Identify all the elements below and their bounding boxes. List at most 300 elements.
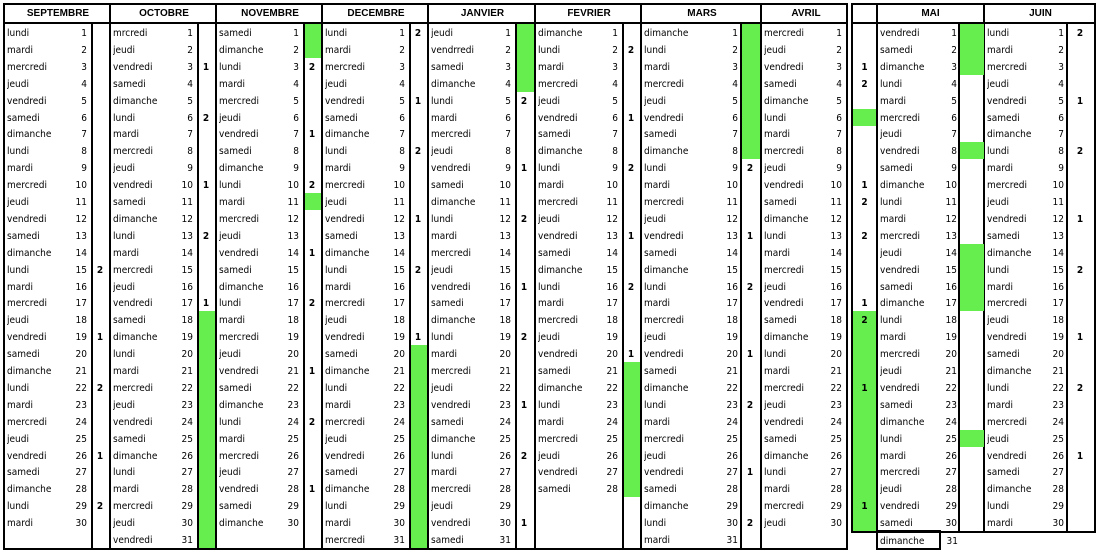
day-name: lundi	[325, 146, 348, 158]
day-number: 27	[393, 467, 405, 479]
day-number: 5	[293, 95, 299, 107]
day-name: mardi	[880, 450, 907, 462]
day-name: samedi	[644, 366, 677, 377]
highlight-cell-left	[853, 514, 876, 531]
day-name: vendrredi	[431, 44, 475, 56]
day-name: mercredi	[219, 213, 259, 225]
day-number: 18	[830, 315, 842, 327]
highlight-cell	[742, 125, 762, 142]
session-count: 2	[96, 382, 104, 394]
session-count: 1	[308, 366, 316, 377]
day-name: mercredi	[644, 78, 684, 90]
day-name: mercredi	[7, 298, 47, 310]
day-name: dimanche	[880, 180, 925, 192]
day-number: 17	[726, 298, 738, 310]
day-name: vendredi	[431, 399, 471, 411]
day-name: mercredi	[325, 180, 365, 192]
day-name: samedi	[764, 433, 797, 445]
day-number: 29	[499, 501, 511, 513]
day-name: dimanche	[644, 264, 689, 276]
highlight-cell	[742, 75, 762, 92]
day-number: 7	[293, 129, 299, 141]
day-name: mardi	[325, 163, 352, 175]
day-name: vendredi	[219, 129, 259, 141]
day-name: samedi	[644, 484, 677, 496]
day-name: samedi	[431, 416, 464, 428]
day-number: 29	[1052, 501, 1064, 513]
day-name: mardi	[880, 213, 907, 225]
day-number: 2	[732, 44, 738, 56]
day-name: dimanche	[7, 366, 52, 377]
day-number: 13	[606, 230, 618, 242]
day-name: samedi	[431, 535, 464, 546]
day-number: 23	[1052, 399, 1064, 411]
session-count: 1	[520, 281, 528, 293]
day-name: vendredi	[987, 450, 1027, 462]
day-name: samedi	[113, 433, 146, 445]
day-number: 1	[1058, 28, 1064, 39]
day-number: 3	[951, 61, 957, 73]
day-number: 18	[606, 315, 618, 327]
day-number: 22	[181, 382, 193, 394]
day-number: 13	[726, 230, 738, 242]
day-number: 9	[81, 163, 87, 175]
day-name: samedi	[325, 112, 358, 124]
day-name: vendredi	[219, 484, 259, 496]
day-number: 5	[836, 95, 842, 107]
day-number: 27	[287, 467, 299, 479]
day-name: vendredi	[644, 467, 684, 479]
session-count: 2	[414, 28, 422, 39]
day-name: samedi	[7, 349, 40, 361]
highlight-cell	[960, 142, 984, 159]
month-divider	[534, 3, 536, 550]
month-divider	[109, 3, 111, 550]
day-name: dimanche	[7, 247, 52, 259]
session-count: 2	[520, 213, 528, 225]
day-number: 27	[830, 467, 842, 479]
day-name: jeudi	[644, 332, 666, 344]
day-number: 28	[499, 484, 511, 496]
day-number: 14	[606, 247, 618, 259]
session-count: 1	[202, 61, 210, 73]
day-name: samedi	[880, 44, 913, 56]
day-name: vendredi	[880, 28, 920, 39]
day-number: 24	[1052, 416, 1064, 428]
session-count: 1	[414, 213, 422, 225]
day-number: 30	[181, 518, 193, 530]
day-name: vendredi	[325, 213, 365, 225]
day-number: 6	[505, 112, 511, 124]
day-name: mardi	[644, 61, 671, 73]
day-name: jeudi	[325, 315, 347, 327]
day-number: 20	[945, 349, 957, 361]
day-number: 12	[726, 213, 738, 225]
day-name: vendredi	[538, 112, 578, 124]
day-name: mercredi	[987, 416, 1027, 428]
day-name: jeudi	[219, 112, 241, 124]
day-name: jeudi	[431, 146, 453, 158]
session-count: 2	[414, 264, 422, 276]
session-count: 1	[520, 163, 528, 175]
session-count: 1	[96, 332, 104, 344]
day-number: 19	[75, 332, 87, 344]
day-number: 29	[726, 501, 738, 513]
day-number: 1	[732, 28, 738, 39]
day-name: dimanche	[219, 163, 264, 175]
day-number: 22	[726, 382, 738, 394]
day-number: 8	[399, 146, 405, 158]
day-number: 11	[75, 197, 87, 208]
day-number: 22	[945, 382, 957, 394]
highlight-cell-left	[853, 345, 876, 362]
day-name: jeudi	[431, 28, 453, 39]
day-number: 13	[181, 230, 193, 242]
day-name: jeudi	[764, 518, 786, 530]
highlight-cell	[960, 430, 984, 447]
day-number: 26	[393, 450, 405, 462]
mai-count: 1	[861, 382, 868, 394]
day-name: dimanche	[7, 484, 52, 496]
day-number: 14	[830, 247, 842, 259]
day-number: 4	[951, 78, 957, 90]
day-number: 27	[1052, 467, 1064, 479]
day-name: jeudi	[7, 315, 29, 327]
day-number: 26	[287, 450, 299, 462]
day-name: mercredi	[764, 28, 804, 39]
day-name: samedi	[219, 146, 252, 158]
day-name: vendredi	[7, 95, 47, 107]
session-count: 1	[414, 332, 422, 344]
day-number: 3	[399, 61, 405, 73]
day-name: vendredi	[7, 450, 47, 462]
day-number: 4	[612, 78, 618, 90]
day-name: samedi	[219, 28, 252, 39]
day-number: 2	[81, 44, 87, 56]
day-number: 31	[946, 536, 958, 547]
day-number: 1	[836, 28, 842, 39]
day-number: 17	[1052, 298, 1064, 310]
session-count: 2	[202, 112, 210, 124]
day-number: 28	[287, 484, 299, 496]
day-name: mercredi	[7, 416, 47, 428]
day-number: 25	[945, 433, 957, 445]
day-name: samedi	[325, 230, 358, 242]
day-name: samedi	[880, 281, 913, 293]
day-name: jeudi	[538, 332, 560, 344]
day-name: jeudi	[431, 501, 453, 513]
day-number: 25	[287, 433, 299, 445]
day-name: dimanche	[644, 501, 689, 513]
day-name: dimanche	[538, 264, 583, 276]
day-number: 11	[393, 197, 405, 208]
day-name: mercredi	[987, 61, 1027, 73]
day-number: 25	[75, 433, 87, 445]
day-name: samedi	[764, 197, 797, 208]
day-number: 4	[399, 78, 405, 90]
day-name: lundi	[431, 332, 454, 344]
header-divider-left	[3, 22, 848, 24]
day-number: 28	[606, 484, 618, 496]
day-name: lundi	[113, 112, 136, 124]
day-name: mercredi	[431, 484, 471, 496]
day-name: mardi	[219, 433, 246, 445]
day-name: dimanche	[219, 518, 264, 530]
day-name: lundi	[219, 298, 242, 310]
day-number: 14	[75, 247, 87, 259]
day-name: lundi	[764, 467, 787, 479]
session-count: 2	[746, 399, 754, 411]
day-number: 17	[181, 298, 193, 310]
day-number: 12	[75, 213, 87, 225]
day-number: 3	[732, 61, 738, 73]
day-name: dimanche	[538, 382, 583, 394]
day-name: vendredi	[113, 416, 153, 428]
day-name: mardi	[538, 61, 565, 73]
day-number: 18	[287, 315, 299, 327]
day-number: 27	[75, 467, 87, 479]
day-name: mercredi	[764, 501, 804, 513]
day-number: 2	[1058, 44, 1064, 56]
day-name: mercredi	[538, 433, 578, 445]
day-number: 10	[393, 180, 405, 192]
day-name: vendredi	[325, 450, 365, 462]
day-name: lundi	[325, 28, 348, 39]
day-number: 15	[75, 264, 87, 276]
day-name: samedi	[7, 230, 40, 242]
session-count: 2	[308, 61, 316, 73]
day-name: vendredi	[644, 112, 684, 124]
day-number: 6	[293, 112, 299, 124]
day-name: dimanche	[987, 484, 1032, 496]
day-number: 2	[505, 44, 511, 56]
day-number: 22	[75, 382, 87, 394]
day-name: lundi	[325, 501, 348, 513]
day-number: 18	[726, 315, 738, 327]
day-name: samedi	[7, 467, 40, 479]
day-number: 16	[606, 281, 618, 293]
day-number: 20	[393, 349, 405, 361]
day-number: 13	[830, 230, 842, 242]
day-number: 18	[75, 315, 87, 327]
day-number: 28	[726, 484, 738, 496]
day-name: lundi	[644, 399, 667, 411]
day-name: dimanche	[987, 366, 1032, 377]
count-column-divider	[91, 22, 93, 550]
day-number: 8	[732, 146, 738, 158]
day-name: mercredi	[325, 298, 365, 310]
day-number: 6	[187, 112, 193, 124]
day-name: dimanche	[431, 315, 476, 327]
day-number: 2	[612, 44, 618, 56]
day-number: 9	[187, 163, 193, 175]
day-number: 25	[1052, 433, 1064, 445]
day-number: 12	[830, 213, 842, 225]
day-name: mardi	[219, 315, 246, 327]
mai-count: 2	[861, 197, 868, 208]
day-name: mardi	[764, 129, 791, 141]
day-number: 14	[393, 247, 405, 259]
day-name: samedi	[880, 518, 913, 530]
day-number: 8	[951, 146, 957, 158]
day-number: 12	[1052, 213, 1064, 225]
month-divider	[760, 3, 762, 550]
day-number: 16	[181, 281, 193, 293]
day-name: mardi	[987, 518, 1014, 530]
day-number: 1	[399, 28, 405, 39]
day-name: mardi	[764, 366, 791, 377]
day-number: 28	[945, 484, 957, 496]
day-name: mercredi	[431, 129, 471, 141]
day-name: jeudi	[880, 247, 902, 259]
day-name: jeudi	[764, 163, 786, 175]
day-number: 20	[1052, 349, 1064, 361]
day-number: 26	[726, 450, 738, 462]
day-number: 30	[393, 518, 405, 530]
day-name: mercredi	[644, 315, 684, 327]
day-number: 5	[399, 95, 405, 107]
day-name: dimanche	[880, 61, 925, 73]
month-header: MARS	[687, 8, 717, 19]
day-name: lundi	[880, 78, 903, 90]
day-number: 19	[1052, 332, 1064, 344]
day-number: 16	[499, 281, 511, 293]
day-number: 17	[75, 298, 87, 310]
highlight-cell	[742, 92, 762, 109]
day-number: 2	[399, 44, 405, 56]
day-number: 19	[726, 332, 738, 344]
session-count: 2	[202, 230, 210, 242]
day-name: mardi	[431, 112, 458, 124]
day-name: samedi	[113, 197, 146, 208]
day-number: 19	[945, 332, 957, 344]
day-number: 7	[81, 129, 87, 141]
day-number: 2	[293, 44, 299, 56]
day-number: 21	[726, 366, 738, 377]
day-name: dimanche	[219, 44, 264, 56]
session-count: 1	[202, 298, 210, 310]
day-name: mardi	[538, 298, 565, 310]
day-number: 1	[951, 28, 957, 39]
day-name: samedi	[764, 78, 797, 90]
day-name: samedi	[219, 501, 252, 513]
day-name: mardi	[764, 247, 791, 259]
day-number: 10	[499, 180, 511, 192]
day-number: 22	[287, 382, 299, 394]
session-count: 2	[520, 332, 528, 344]
day-number: 17	[606, 298, 618, 310]
day-number: 15	[287, 264, 299, 276]
day-name: samedi	[538, 484, 571, 496]
session-count: 2	[96, 501, 104, 513]
day-number: 14	[945, 247, 957, 259]
day-name: dimanche	[325, 366, 370, 377]
day-name: dimanche	[764, 213, 809, 225]
day-number: 29	[945, 501, 957, 513]
day-name: jeudi	[644, 213, 666, 225]
highlight-cell	[960, 24, 984, 41]
day-name: samedi	[325, 467, 358, 479]
session-count: 2	[746, 163, 754, 175]
day-name: lundi	[644, 281, 667, 293]
day-name: vendredi	[7, 332, 47, 344]
day-name: vendredi	[880, 146, 920, 158]
day-number: 16	[945, 281, 957, 293]
day-name: vendredi	[219, 366, 259, 377]
day-number: 7	[1058, 129, 1064, 141]
day-number: 24	[606, 416, 618, 428]
day-number: 20	[726, 349, 738, 361]
highlight-cell	[517, 41, 535, 58]
day-number: 26	[945, 450, 957, 462]
day-name: jeudi	[880, 129, 902, 141]
day-name: mercredi	[644, 197, 684, 208]
day-name: dimanche	[644, 28, 689, 39]
day-number: 4	[81, 78, 87, 90]
highlight-cell	[960, 278, 984, 295]
day-name: dimanche	[880, 298, 925, 310]
day-number: 1	[187, 28, 193, 39]
day-number: 10	[181, 180, 193, 192]
highlight-cell	[960, 58, 984, 75]
highlight-cell	[960, 244, 984, 261]
day-name: samedi	[431, 298, 464, 310]
day-number: 16	[75, 281, 87, 293]
day-name: mardi	[113, 366, 140, 377]
day-number: 13	[1052, 230, 1064, 242]
day-name: jeudi	[219, 467, 241, 479]
day-number: 24	[726, 416, 738, 428]
day-name: vendredi	[764, 61, 804, 73]
day-number: 28	[830, 484, 842, 496]
day-name: mardi	[538, 416, 565, 428]
day-number: 22	[1052, 382, 1064, 394]
day-number: 24	[75, 416, 87, 428]
day-number: 25	[499, 433, 511, 445]
day-name: mercredi	[764, 382, 804, 394]
day-name: mercredi	[538, 78, 578, 90]
day-number: 12	[393, 213, 405, 225]
day-number: 31	[499, 535, 511, 546]
day-name: mardi	[431, 230, 458, 242]
session-count: 1	[627, 112, 635, 124]
month-divider	[215, 3, 217, 550]
day-number: 23	[393, 399, 405, 411]
day-number: 28	[393, 484, 405, 496]
day-name: samedi	[880, 399, 913, 411]
day-name: mardi	[113, 247, 140, 259]
day-number: 3	[293, 61, 299, 73]
day-number: 27	[726, 467, 738, 479]
day-number: 6	[836, 112, 842, 124]
day-number: 31	[726, 535, 738, 546]
day-name: mercredi	[219, 450, 259, 462]
day-name: lundi	[987, 382, 1010, 394]
session-count: 1	[746, 467, 754, 479]
day-number: 17	[287, 298, 299, 310]
day-name: vendredi	[325, 95, 365, 107]
day-number: 19	[606, 332, 618, 344]
day-name: jeudi	[987, 433, 1009, 445]
day-name: lundi	[644, 163, 667, 175]
day-name: jeudi	[7, 197, 29, 208]
day-name: mardi	[113, 484, 140, 496]
day-name: dimanche	[880, 536, 925, 547]
day-number: 27	[606, 467, 618, 479]
day-number: 25	[726, 433, 738, 445]
session-count: 1	[414, 95, 422, 107]
day-number: 29	[181, 501, 193, 513]
